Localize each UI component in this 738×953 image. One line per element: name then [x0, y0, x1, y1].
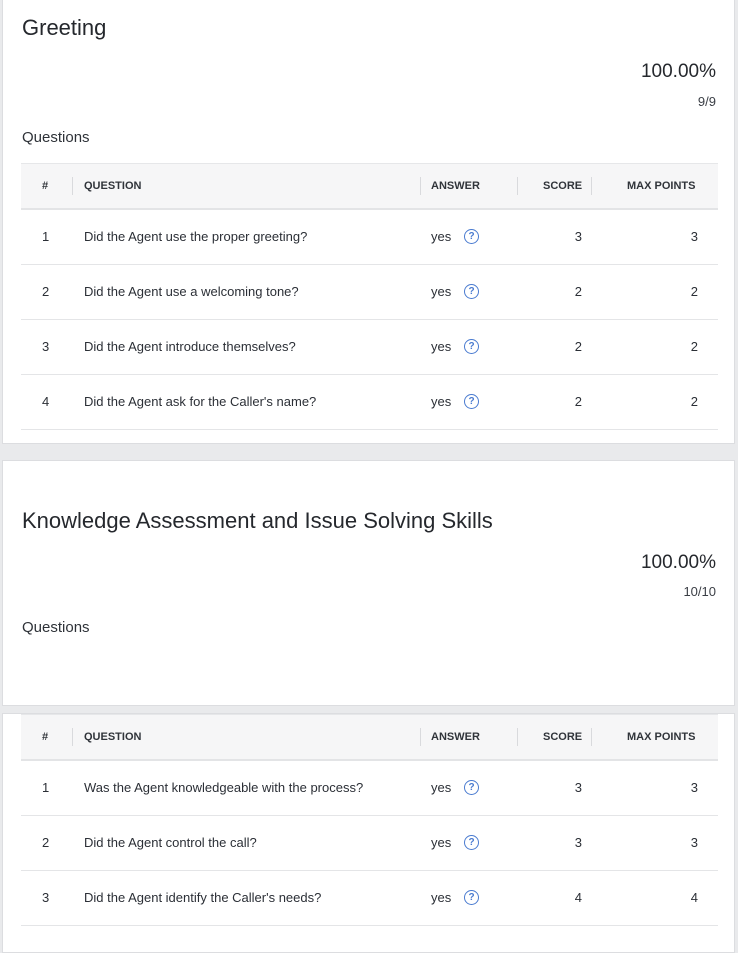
col-num[interactable]: #: [42, 180, 49, 192]
row-number: 3: [42, 339, 50, 354]
row-number: 1: [42, 229, 50, 244]
section-title: Greeting: [22, 15, 107, 40]
col-max-points[interactable]: MAX POINTS: [627, 180, 696, 192]
row-number: 2: [42, 284, 50, 299]
greeting-section: [2, 0, 735, 444]
row-question: Did the Agent use a welcoming tone?: [84, 284, 299, 299]
table-header: [21, 163, 718, 210]
table-row: [21, 871, 718, 926]
row-max-points: 4: [690, 890, 698, 905]
col-answer[interactable]: ANSWER: [431, 731, 480, 743]
row-answer: yes: [431, 835, 452, 850]
row-score: 2: [574, 339, 582, 354]
col-num[interactable]: #: [42, 731, 49, 743]
row-answer: yes: [431, 284, 452, 299]
table-row: [21, 210, 718, 265]
row-answer: yes: [431, 339, 452, 354]
row-number: 2: [42, 835, 50, 850]
help-icon[interactable]: ?: [464, 339, 479, 354]
row-number: 1: [42, 780, 50, 795]
row-question: Did the Agent control the call?: [84, 835, 257, 850]
row-max-points: 2: [690, 339, 698, 354]
row-max-points: 3: [690, 780, 698, 795]
knowledge-table-panel: [2, 713, 735, 953]
section-percent: 100.00%: [640, 552, 716, 573]
row-answer: yes: [431, 780, 452, 795]
row-score: 3: [574, 780, 582, 795]
row-max-points: 2: [690, 394, 698, 409]
questions-table: [21, 163, 718, 430]
table-header: [21, 714, 718, 761]
row-question: Did the Agent introduce themselves?: [84, 339, 296, 354]
help-icon[interactable]: ?: [464, 229, 479, 244]
row-answer: yes: [431, 394, 452, 409]
row-score: 3: [574, 229, 582, 244]
section-percent: 100.00%: [640, 61, 716, 82]
col-question[interactable]: QUESTION: [84, 180, 142, 192]
row-score: 2: [574, 284, 582, 299]
row-score: 3: [574, 835, 582, 850]
col-score[interactable]: SCORE: [543, 731, 583, 743]
row-number: 3: [42, 890, 50, 905]
help-icon[interactable]: ?: [464, 835, 479, 850]
table-row: [21, 816, 718, 871]
row-question: Did the Agent use the proper greeting?: [84, 229, 308, 244]
questions-table: [21, 714, 718, 926]
row-question: Was the Agent knowledgeable with the process?: [84, 780, 364, 795]
help-icon[interactable]: ?: [464, 284, 479, 299]
row-answer: yes: [431, 229, 452, 244]
section-title: Knowledge Assessment and Issue Solving Skills: [22, 508, 493, 533]
row-answer: yes: [431, 890, 452, 905]
col-max-points[interactable]: MAX POINTS: [627, 731, 696, 743]
row-score: 4: [574, 890, 582, 905]
row-number: 4: [42, 394, 50, 409]
help-icon[interactable]: ?: [464, 394, 479, 409]
row-score: 2: [574, 394, 582, 409]
row-question: Did the Agent ask for the Caller's name?: [84, 394, 317, 409]
row-question: Did the Agent identify the Caller's needs?: [84, 890, 322, 905]
table-row: [21, 761, 718, 816]
questions-label: Questions: [22, 129, 90, 146]
help-icon[interactable]: ?: [464, 890, 479, 905]
col-question[interactable]: QUESTION: [84, 731, 142, 743]
col-answer[interactable]: ANSWER: [431, 180, 480, 192]
section-fraction: 9/9: [697, 94, 716, 109]
table-row: [21, 375, 718, 430]
row-max-points: 3: [690, 229, 698, 244]
help-icon[interactable]: ?: [464, 780, 479, 795]
knowledge-section: [2, 460, 735, 706]
table-row: [21, 320, 718, 375]
row-max-points: 3: [690, 835, 698, 850]
row-max-points: 2: [690, 284, 698, 299]
table-row: [21, 265, 718, 320]
col-score[interactable]: SCORE: [543, 180, 583, 192]
section-fraction: 10/10: [683, 584, 716, 599]
questions-label: Questions: [22, 619, 90, 636]
